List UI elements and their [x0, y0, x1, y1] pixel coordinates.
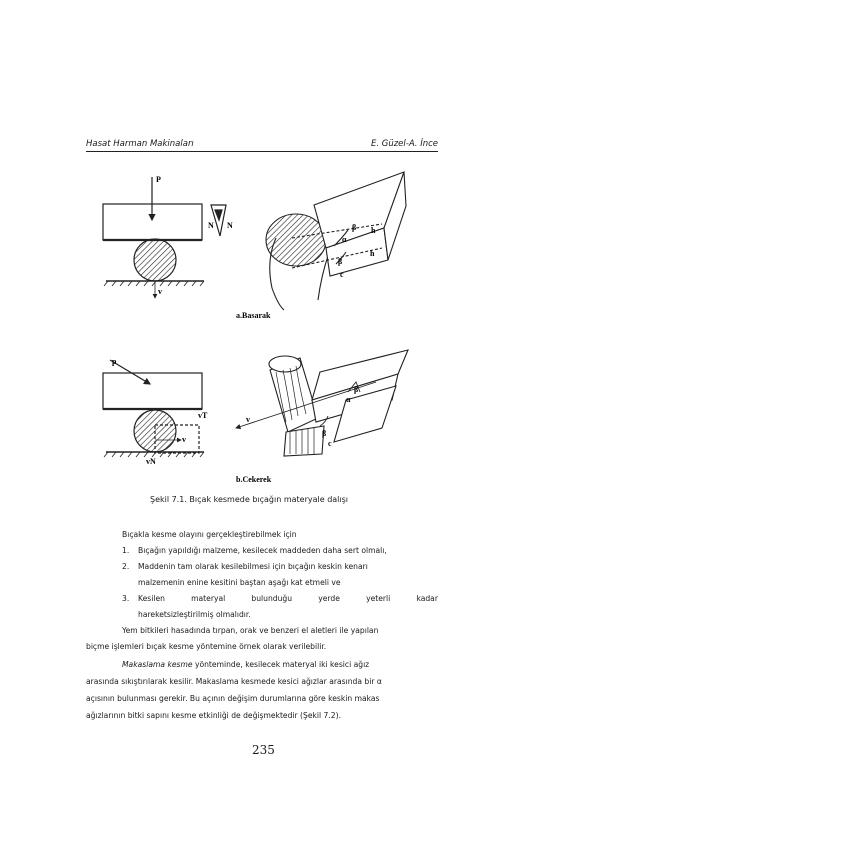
- figure-caption: Şekil 7.1. Bıçak kesmede bıçağın materyale dalışı: [150, 495, 349, 504]
- paragraph-2-line-2: arasında sıkıştırılarak kesilir. Makaslama kesmede kesici ağızlar arasında bir α: [86, 677, 382, 686]
- paragraph-1-line-2: biçme işlemleri bıçak kesme yöntemine örnek olarak verilebilir.: [86, 642, 327, 651]
- word: yeterli: [366, 594, 391, 603]
- term-makaslama: Makaslama kesme: [122, 660, 193, 669]
- list-number-3: 3.: [122, 594, 130, 603]
- figure-label-b: b.Cekerek: [236, 475, 272, 484]
- label-vn: vN: [146, 457, 156, 466]
- label-c-a: c: [340, 270, 344, 279]
- label-velocity-v: v: [158, 287, 162, 296]
- list-item-1: Bıçağın yapıldığı malzeme, kesilecek maddeden daha sert olmalı,: [138, 546, 387, 555]
- label-beta-b2: β: [322, 429, 327, 438]
- word: materyal: [191, 594, 226, 603]
- intro-text: Bıçakla kesme olayını gerçekleştirebilmek için: [122, 530, 297, 539]
- paragraph-2-line-4: ağızlarının bitki sapını kesme etkinliği de değişmektedir (Şekil 7.2).: [86, 711, 341, 720]
- word: Kesilen: [138, 594, 165, 603]
- diagram-a-3d: [266, 172, 406, 310]
- header-book-title: Hasat Harman Makinaları: [86, 139, 194, 149]
- paragraph-1-line-1: Yem bitkileri hasadında tırpan, orak ve benzeri el aletleri ile yapılan: [122, 626, 379, 635]
- list-item-3: [138, 594, 438, 603]
- list-item-2-cont: malzemenin enine kesitini baştan aşağı kat etmeli ve: [138, 578, 341, 587]
- label-beta-a2: β: [338, 257, 343, 266]
- word: bulunduğu: [251, 594, 293, 603]
- page-header: [86, 139, 438, 152]
- label-beta-b1: β: [354, 385, 359, 394]
- label-force-p-b: p: [112, 357, 117, 366]
- label-beta-a1: β: [352, 223, 357, 232]
- word: yerde: [318, 594, 340, 603]
- diagram-b-pull: [103, 360, 204, 457]
- header-authors: E. Güzel-A. İnce: [370, 139, 438, 149]
- word: kadar: [416, 594, 438, 603]
- label-normal-n-left: N: [208, 221, 214, 230]
- label-c-b: c: [328, 439, 332, 448]
- diagram-b-3d: [236, 350, 408, 456]
- list-number-2: 2.: [122, 562, 130, 571]
- paragraph-2-line-3: açısının bulunması gerekir. Bu açının değişim durumlarına göre keskin makas: [86, 694, 380, 703]
- label-alpha-a: α: [342, 235, 347, 244]
- label-h-a1: h: [371, 226, 376, 235]
- figure-label-a: a.Basarak: [236, 311, 271, 320]
- paragraph-2-line-1: [122, 660, 369, 669]
- paragraph-2-line-1-rest: yönteminde, kesilecek materyal iki kesici ağız: [192, 660, 370, 669]
- label-h-a2: h: [370, 249, 375, 258]
- label-v-b2: v: [246, 415, 250, 424]
- label-force-p: P: [156, 175, 161, 184]
- figure-knife-cutting: [86, 160, 446, 490]
- list-item-3-cont: hareketsizleştirilmiş olmalıdır.: [138, 610, 251, 619]
- label-v-b1: v: [182, 435, 186, 444]
- label-alpha-b: α: [346, 395, 351, 404]
- diagram-a-press: [103, 177, 226, 298]
- label-normal-n-right: N: [227, 221, 233, 230]
- label-vt: vT: [198, 411, 208, 420]
- page-number: 235: [252, 743, 275, 757]
- list-item-2: Maddenin tam olarak kesilebilmesi için bıçağın keskin kenarı: [138, 562, 368, 571]
- list-number-1: 1.: [122, 546, 130, 555]
